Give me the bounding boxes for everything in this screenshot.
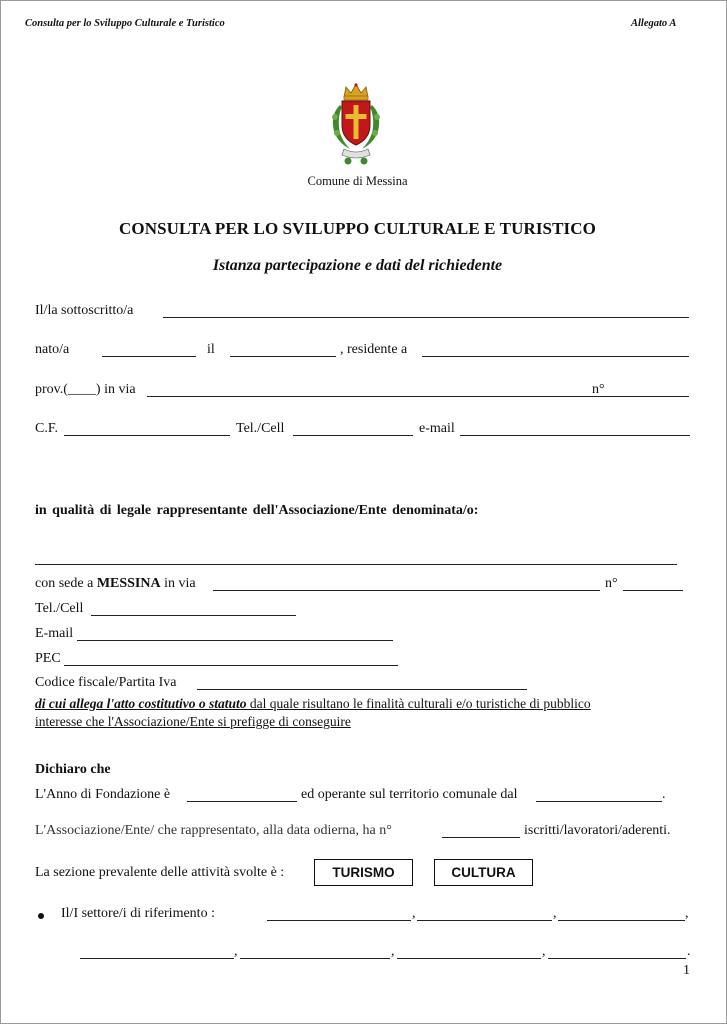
seat-number-label: n° [605,576,618,591]
residence-field[interactable] [422,356,689,357]
statute-attachment-text: dal quale risultano le finalità culturali e/o turistiche di pubblico [246,696,591,711]
comma: , [685,906,689,921]
street-field[interactable] [147,396,592,397]
foundation-year-field[interactable] [187,801,297,802]
province-street-label: prov.(____) in via [35,382,136,397]
header-attachment-label: Allegato A [631,18,677,29]
header-title: Consulta per lo Sviluppo Culturale e Turistico [25,18,225,29]
sector-field-4[interactable] [80,958,234,959]
name-label: Il/la sottoscritto/a [35,303,134,318]
sector-field-5[interactable] [240,958,390,959]
operating-since-field[interactable] [536,801,662,802]
declaration-heading: Dichiaro che [35,762,111,777]
members-suffix: iscritti/lavoratori/aderenti. [524,823,671,838]
sector-field-2[interactable] [417,920,552,921]
pec-field[interactable] [64,665,398,666]
seat-street-field[interactable] [213,590,600,591]
culture-option-box[interactable]: CULTURA [434,859,533,886]
sector-field-1[interactable] [267,920,411,921]
association-email-field[interactable] [77,640,393,641]
statute-attachment-emphasis: di cui allega l'atto costitutivo o statuto [35,696,247,711]
association-email-label: E-mail [35,626,74,641]
residence-label: , residente a [340,342,408,357]
tax-code-label: C.F. [35,421,59,436]
phone-label: Tel./Cell [236,421,285,436]
statute-attachment-note [35,696,591,712]
sector-field-6[interactable] [397,958,541,959]
comma: , [553,906,557,921]
section-label: La sezione prevalente delle attività svolte è : [35,865,285,880]
comma: , [234,944,238,959]
sector-field-3[interactable] [558,920,685,921]
seat-number-field[interactable] [623,590,683,591]
bullet-icon [38,913,44,919]
association-phone-label: Tel./Cell [35,601,84,616]
seat-label [35,576,196,592]
period-mark: . [687,944,691,959]
birthplace-label: nato/a [35,342,70,357]
members-label: L'Associazione/Ente/ che rappresentato, alla data odierna, ha n° [35,823,392,838]
tax-code-field[interactable] [64,435,230,436]
email-label: e-mail [419,421,455,436]
association-name-field[interactable] [35,564,677,565]
sector-field-7[interactable] [548,958,686,959]
pec-label: PEC [35,651,61,666]
birthplace-field[interactable] [102,356,196,357]
logo-caption: Comune di Messina [307,174,408,188]
operating-since-label: ed operante sul territorio comunale dal [301,787,518,802]
period-mark: . [662,787,666,802]
house-number-label: n° [592,382,605,397]
seat-prefix: con sede a [35,576,97,591]
members-count-field[interactable] [442,837,520,838]
comma: , [542,944,546,959]
fiscal-code-label: Codice fiscale/Partita Iva [35,675,177,690]
fiscal-code-field[interactable] [197,689,527,690]
tourism-option-box[interactable]: TURISMO [314,859,413,886]
house-number-field[interactable] [592,396,689,397]
sectors-label: Il/I settore/i di riferimento : [61,906,215,921]
role-heading: in qualità di legale rappresentante dell'Associazione/Ente denominata/o: [35,503,479,518]
seat-suffix: in via [160,576,196,591]
association-phone-field[interactable] [91,615,296,616]
birthdate-field[interactable] [230,356,336,357]
phone-field[interactable] [293,435,413,436]
comma: , [391,944,395,959]
name-field[interactable] [163,317,689,318]
email-field[interactable] [460,435,690,436]
birthdate-label: il [207,342,215,357]
comma: , [412,906,416,921]
statute-attachment-line2: interesse che l'Associazione/Ente si prefigge di conseguire [35,714,351,729]
page-title: CONSULTA PER LO SVILUPPO CULTURALE E TURISTICO [119,219,596,238]
coat-of-arms-logo [324,81,388,169]
page-subtitle: Istanza partecipazione e dati del richiedente [212,257,503,274]
foundation-year-label: L'Anno di Fondazione è [35,787,171,802]
page-number: 1 [683,963,690,978]
seat-city: MESSINA [96,576,161,591]
